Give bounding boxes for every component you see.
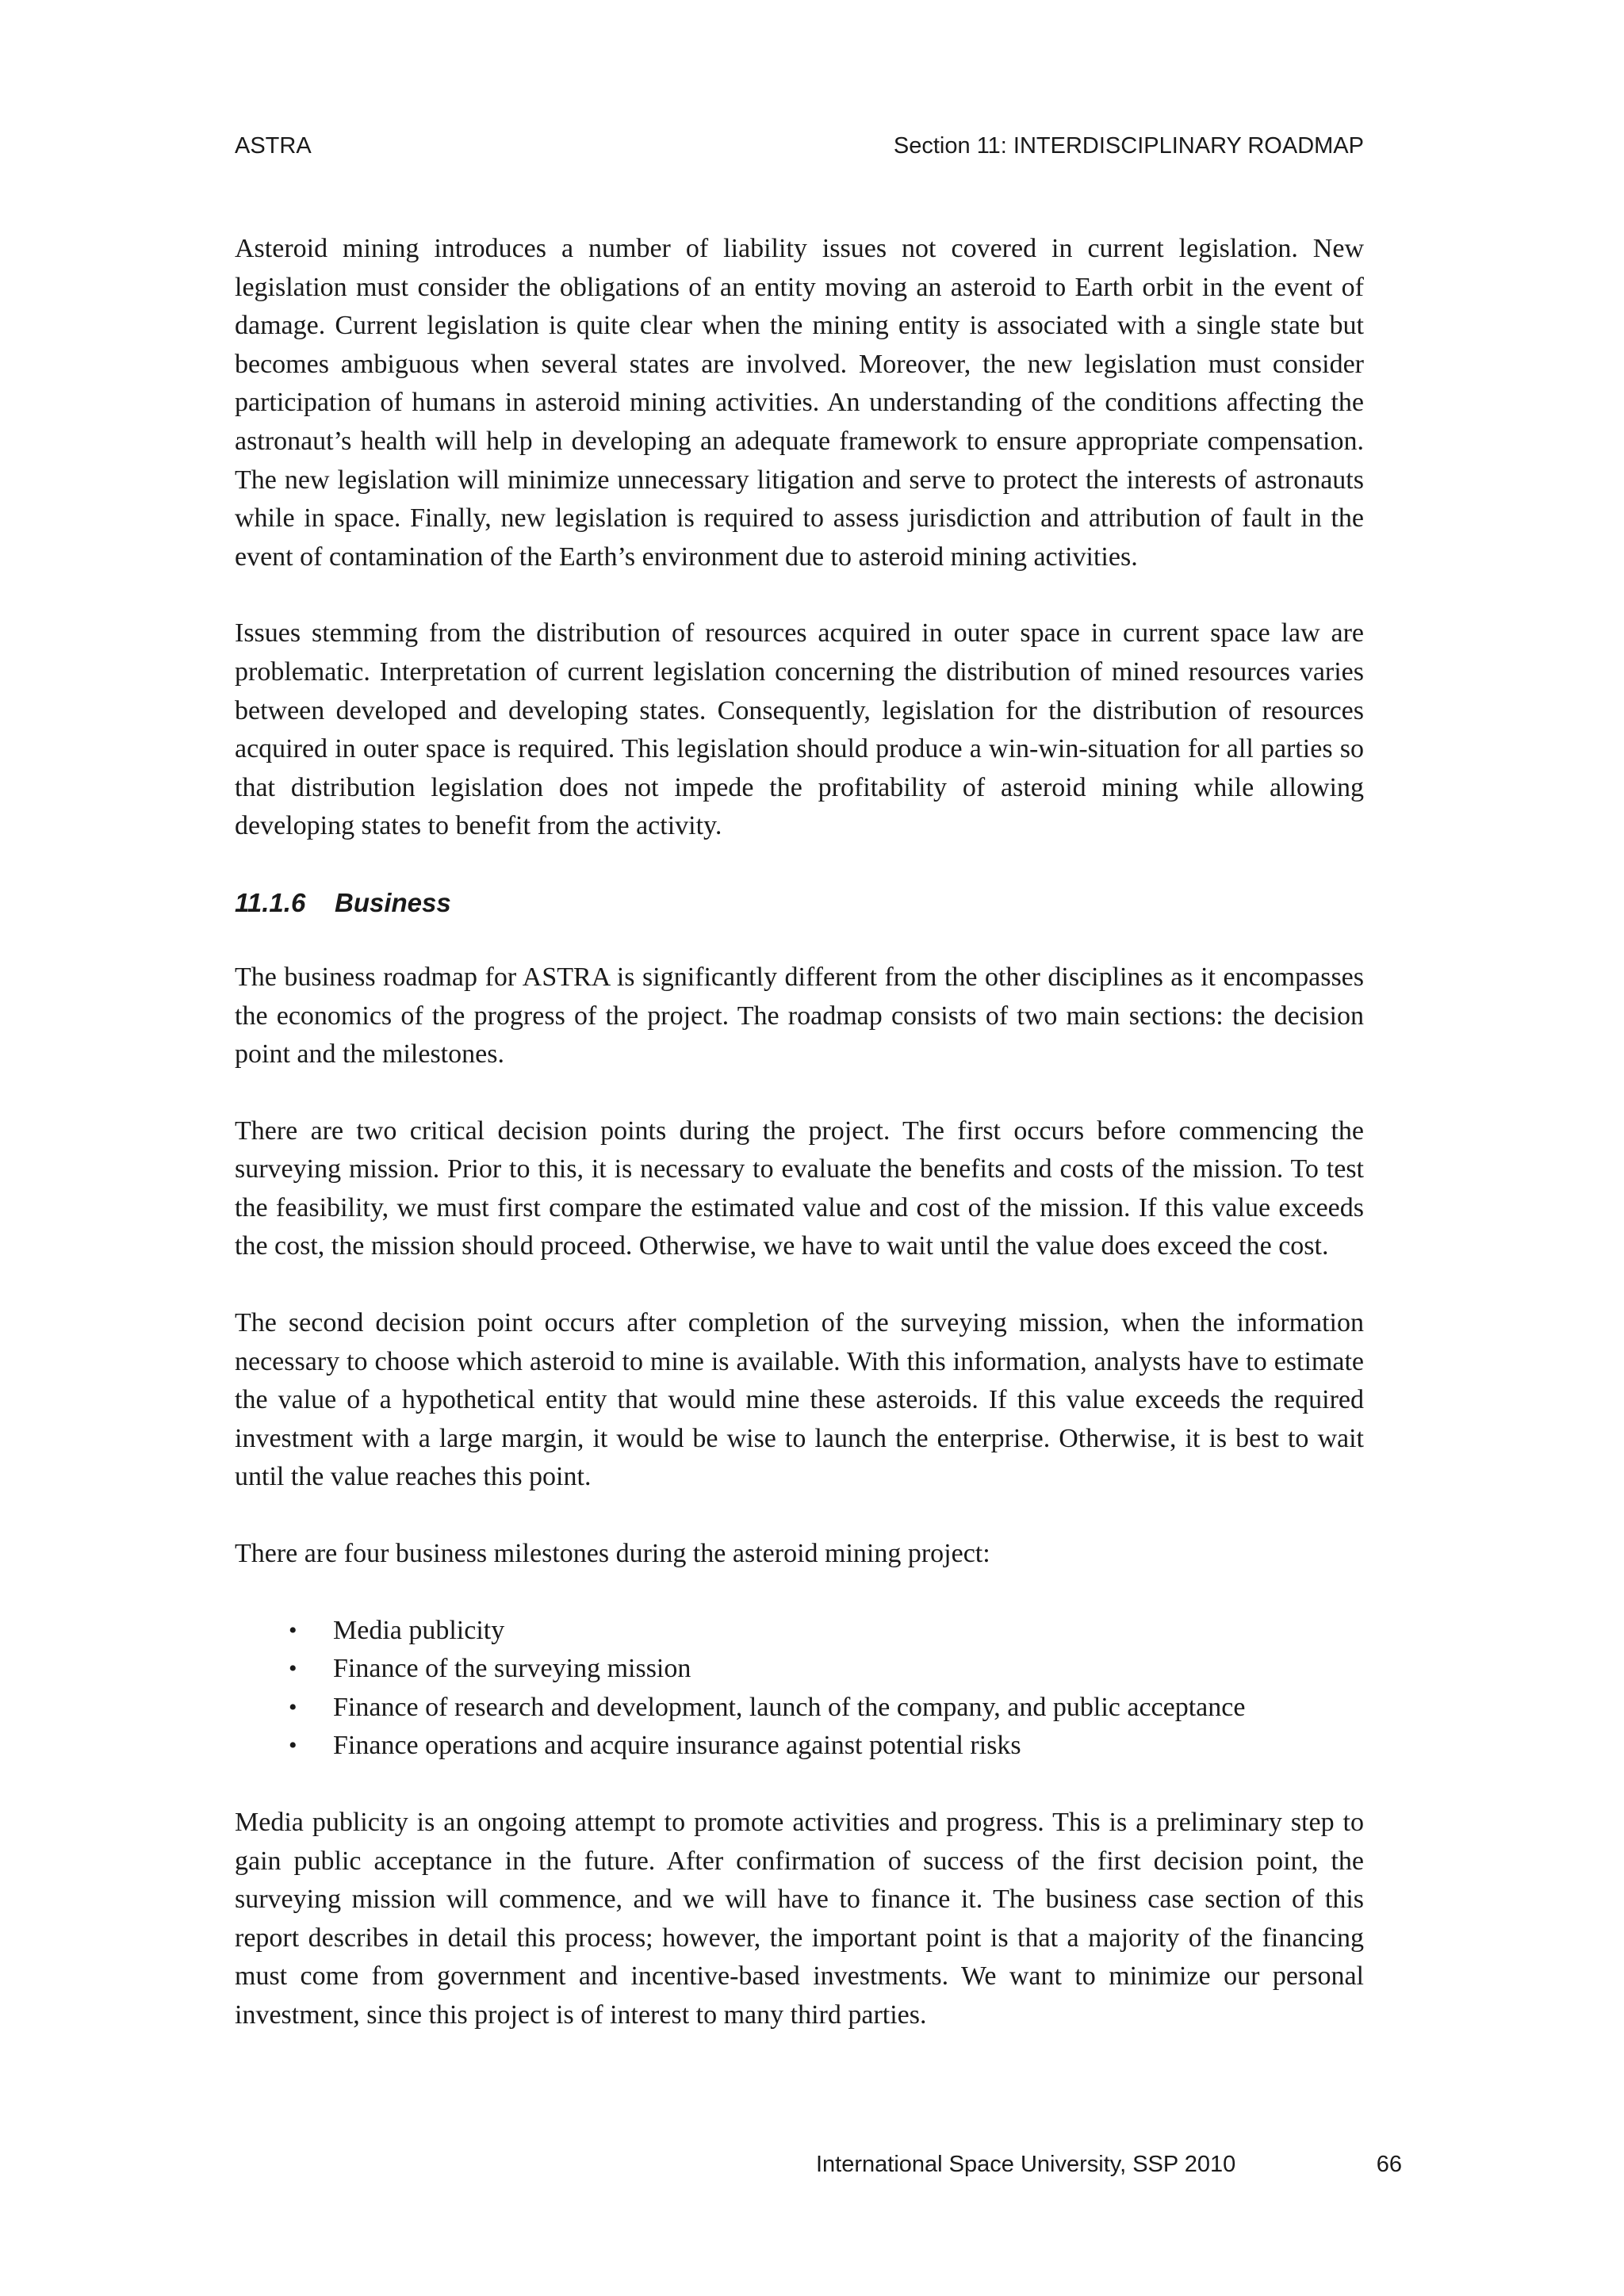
header-section-title: Section 11: INTERDISCIPLINARY ROADMAP [893,133,1364,159]
section-title: Business [335,887,451,917]
page-footer [235,2152,1402,2187]
body-paragraph: Media publicity is an ongoing attempt to promote activities and progress. This is a preliminary step to gain public acceptance in the future. After confirmation of success of the first decision point, the surveying mission will commence, and we will have to finance it. The business case section of this report describes in detail this process; however, the important point is that a majority of the financing must come from government and incentive-based investments. We want to minimize our personal investment, since this project is of interest to many third parties. [235,1808,1364,2030]
list-item [235,1650,1364,1689]
milestone-list [235,1612,1364,1766]
list-item-text: Finance of the surveying mission [333,1654,691,1684]
body-paragraph: There are two critical decision points during the project. The first occurs before commencing the surveying mission. Prior to this, it is necessary to evaluate the benefits and costs of the mission. To test the feasibility, we must first compare the estimated value and cost of the mission. If this value exceeds the cost, the mission should proceed. Otherwise, we have to wait until the value does exceed the cost. [235,1115,1364,1261]
list-item [235,1689,1364,1728]
list-item-text: Finance of research and development, launch of the company, and public acceptance [333,1692,1246,1722]
section-number: 11.1.6 [235,887,306,917]
bullet-icon: • [289,1732,297,1759]
page-header [235,133,1364,168]
bullet-icon: • [289,1693,297,1720]
body-paragraph: The second decision point occurs after completion of the surveying mission, when the information necessary to choose which asteroid to mine is available. With this information, analysts have to estimate the value of a hypothetical entity that would mine these asteroids. If this value exceeds the required investment with a large margin, it would be wise to launch the enterprise. Otherwise, it is best to wait until the value reaches this point. [235,1308,1364,1492]
section-heading [235,884,1364,922]
bullet-icon: • [289,1655,297,1682]
page-number: 66 [1376,2152,1402,2177]
list-item [235,1612,1364,1651]
list-item-text: Finance operations and acquire insurance against potential risks [333,1731,1021,1761]
body-paragraph: Asteroid mining introduces a number of liability issues not covered in current legislation. New legislation must consider the obligations of an entity moving an asteroid to Earth orbit in the event of damage. Current legislation is quite clear when the mining entity is associated with a single state but becomes ambiguous when several states are involved. Moreover, the new legislation must consider participation of humans in asteroid mining activities. An understanding of the conditions affecting the astronaut’s health will help in developing an adequate framework to ensure appropriate compensation. The new legislation will minimize unnecessary litigation and serve to protect the interests of astronauts while in space. Finally, new legislation is required to assess jurisdiction and attribution of fault in the event of contamination of the Earth’s environment due to asteroid mining activities. [235,234,1364,572]
header-document-title: ASTRA [235,133,312,159]
list-item-text: Media publicity [333,1615,505,1645]
body-paragraph: Issues stemming from the distribution of resources acquired in outer space in current space law are problematic. Interpretation of current legislation concerning the distribution of mined resources varies between developed and developing states. Consequently, legislation for the distribution of resources acquired in outer space is required. This legislation should produce a win-win-situation for all parties so that distribution legislation does not impede the profitability of asteroid mining while allowing developing states to benefit from the activity. [235,618,1364,841]
list-item [235,1727,1364,1766]
page-body [235,230,1364,2073]
footer-institution: International Space University, SSP 2010 [816,2152,1236,2177]
bullet-icon: • [289,1617,297,1644]
body-paragraph: The business roadmap for ASTRA is significantly different from the other disciplines as it encompasses the economics of the progress of the project. The roadmap consists of two main sections: the decision point and the milestones. [235,962,1364,1070]
body-paragraph: There are four business milestones during the asteroid mining project: [235,1539,990,1569]
